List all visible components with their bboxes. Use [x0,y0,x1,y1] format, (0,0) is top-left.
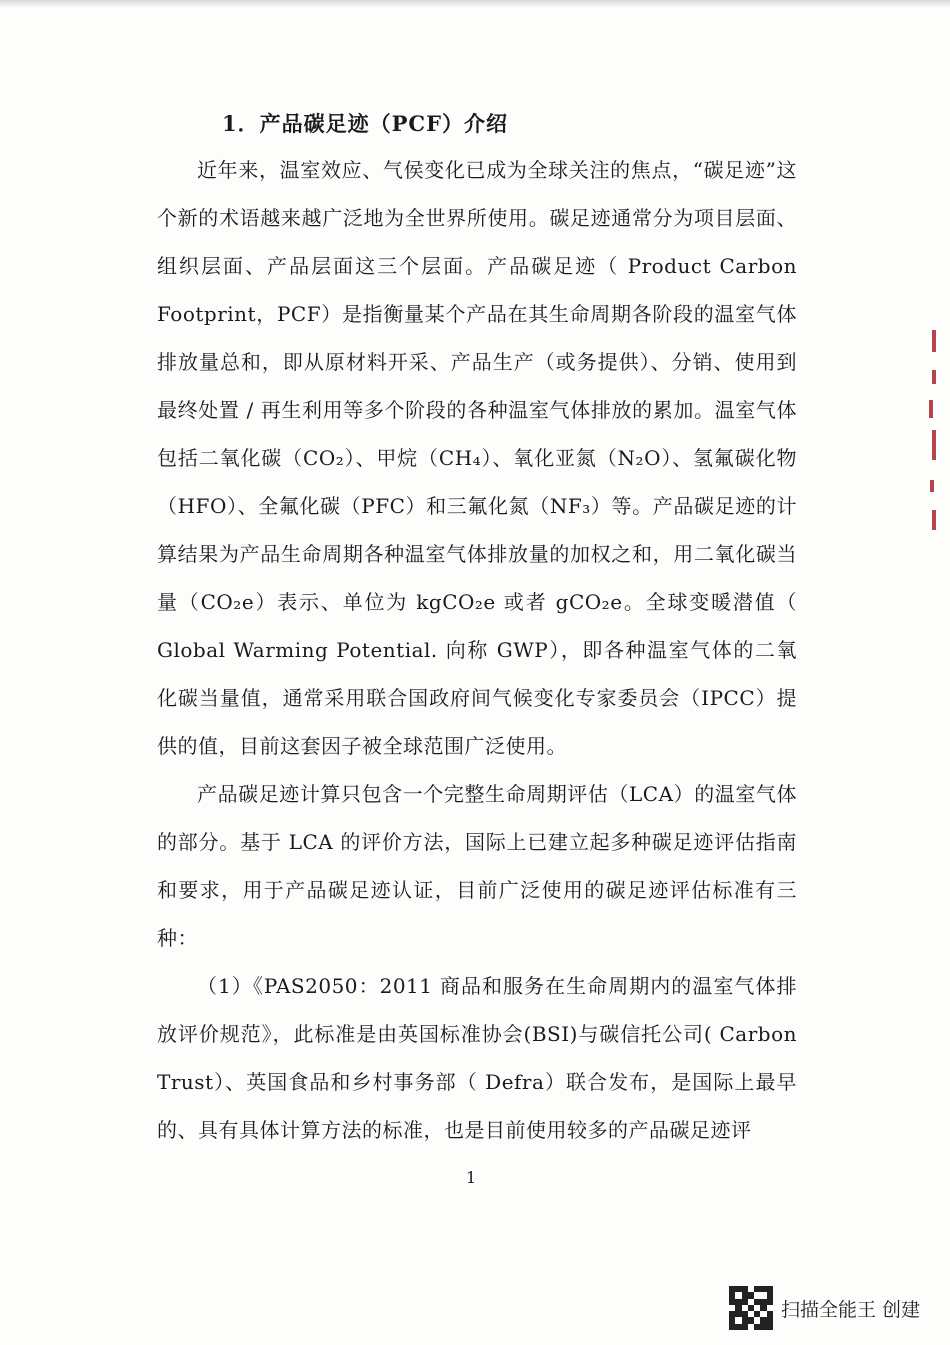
scan-edge-marks [916,330,936,560]
section-heading: 1．产品碳足迹（PCF）介绍 [222,111,509,136]
paragraph-intro [157,146,797,770]
page-number: 1 [466,1168,477,1187]
paragraph-text: 近年来，温室效应、气侯变化已成为全球关注的焦点，“碳足迹”这个新的术语越来越广泛地为全世界所使用。碳足迹通常分为项目层面、组织层面、产品层面这三个层面。产品碳足迹（ Product Carbon Footprint，PCF）是指衡量某个产品在其生命周期各阶段的温室气体排放量总和，即从原材料开采、产品生产（或务提供）、分销、使用到最终处置 / 再生利用等多个阶段的各种温室气体排放的累加。温室气体包括二氧化碳（CO₂）、甲烷（CH₄）、氧化亚氮（N₂O）、氢氟碳化物（HFO）、全氟化碳（PFC）和三氟化氮（NF₃）等。产品碳足迹的计算结果为产品生命周期各种温室气体排放量的加权之和，用二氧化碳当量（CO₂e）表示、单位为 kgCO₂e 或者 gCO₂e。全球变暖潜值（ Global Warming Potential. 向称 GWP），即各种温室气体的二氧化碳当量值，通常采用联合国政府间气候变化专家委员会（IPCC）提供的值，目前这套因子被全球范围广泛使用。 [157,158,797,758]
scan-top-edge [0,0,950,8]
qr-code-icon [729,1286,773,1330]
watermark-text: 扫描全能王 创建 [780,1298,920,1321]
paragraph-pas2050 [157,962,797,1154]
paragraph-text: （1）《PAS2050：2011 商品和服务在生命周期内的温室气体排放评价规范》，此标准是由英国标准协会(BSI)与碳信托公司( Carbon Trust）、英国食品和乡村事务部（ Defra）联合发布，是国际上最早的、具有具体计算方法的标准，也是目前使用较多的产品碳足迹评 [157,974,797,1142]
paragraph-text: 产品碳足迹计算只包含一个完整生命周期评估（LCA）的温室气体的部分。基于 LCA 的评价方法，国际上已建立起多种碳足迹评估指南和要求，用于产品碳足迹认证，目前广泛使用的碳足迹评估标准有三种： [157,782,797,950]
paragraph-lca [157,770,797,962]
scanner-watermark [729,1286,920,1330]
